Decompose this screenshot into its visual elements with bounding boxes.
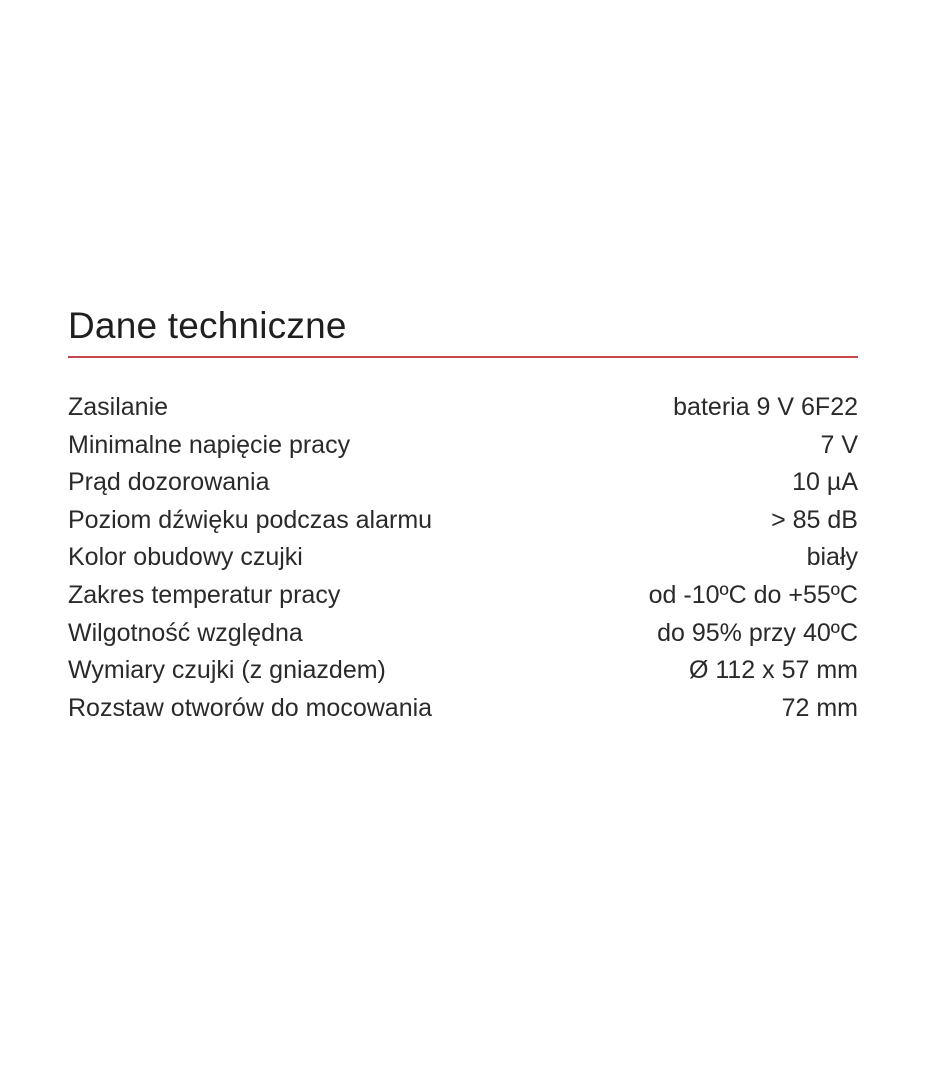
spec-row — [68, 464, 858, 502]
spec-row — [68, 539, 858, 577]
spec-label: Kolor obudowy czujki — [68, 543, 303, 572]
spec-label: Minimalne napięcie pracy — [68, 430, 351, 459]
spec-row — [68, 502, 858, 540]
spec-value: od -10ºC do +55ºC — [648, 580, 858, 609]
spec-label: Wilgotność względna — [68, 618, 303, 647]
spec-value: bateria 9 V 6F22 — [673, 393, 858, 421]
spec-label: Zakres temperatur pracy — [68, 580, 341, 609]
spec-row — [68, 615, 858, 653]
section-title: Dane techniczne — [68, 305, 347, 346]
spec-value: 10 µA — [792, 468, 858, 497]
spec-label: Zasilanie — [68, 393, 169, 421]
spec-row — [68, 690, 858, 728]
spec-value: > 85 dB — [771, 505, 858, 534]
spec-value: Ø 112 x 57 mm — [688, 656, 858, 685]
spec-label: Prąd dozorowania — [68, 468, 270, 497]
spec-row — [68, 389, 858, 427]
spec-value: biały — [806, 543, 858, 572]
spec-label: Poziom dźwięku podczas alarmu — [68, 505, 433, 534]
spec-row — [68, 577, 858, 615]
spec-value: 7 V — [820, 430, 858, 459]
specs-table — [68, 389, 858, 727]
title-divider — [68, 356, 858, 358]
spec-row — [68, 652, 858, 690]
technical-data-section — [68, 302, 858, 727]
spec-value: do 95% przy 40ºC — [657, 618, 858, 647]
spec-row — [68, 427, 858, 465]
spec-label: Wymiary czujki (z gniazdem) — [68, 656, 386, 685]
spec-label: Rozstaw otworów do mocowania — [68, 693, 433, 722]
spec-value: 72 mm — [781, 693, 858, 722]
